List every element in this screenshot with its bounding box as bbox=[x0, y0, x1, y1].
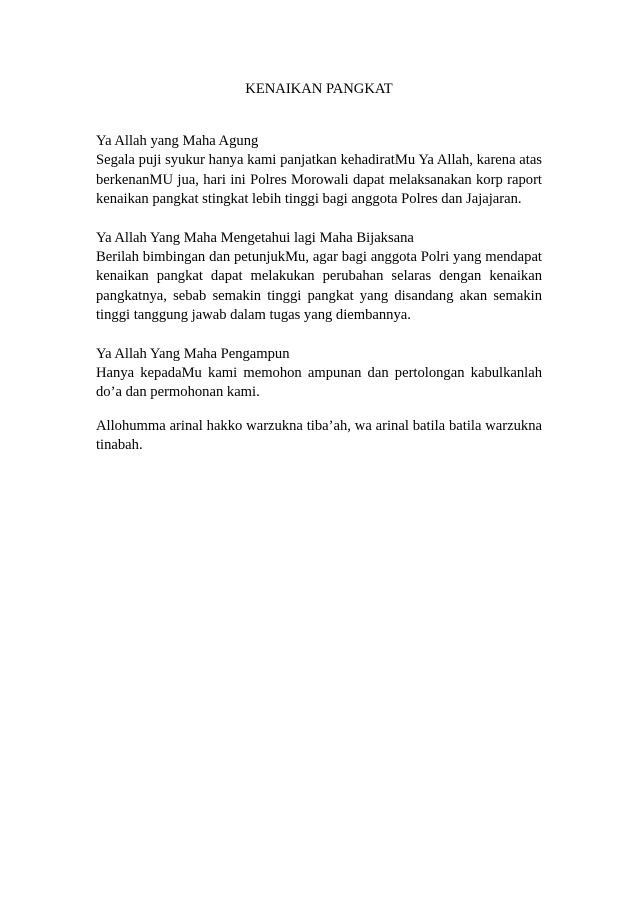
closing-paragraph: Allohumma arinal hakko warzukna tiba’ah, wa arinal batila batila warzukna tinabah. bbox=[96, 417, 542, 454]
prayer-section-3 bbox=[96, 345, 542, 403]
closing-section bbox=[96, 417, 542, 456]
prayer-section-2 bbox=[96, 229, 542, 326]
section-heading: Ya Allah Yang Maha Pengampun bbox=[96, 345, 290, 362]
section-paragraph: Hanya kepadaMu kami memohon ampunan dan pertolongan kabulkanlah do’a dan permohonan kami. bbox=[96, 365, 542, 401]
document-body bbox=[96, 132, 542, 456]
section-heading: Ya Allah yang Maha Agung bbox=[96, 133, 259, 149]
prayer-section-1 bbox=[96, 132, 542, 210]
section-paragraph: Berilah bimbingan dan petunjukMu, agar bagi anggota Polri yang mendapat kenaikan pangkat dapat melakukan perubahan selaras dengan kenaikan pangkatnya, sebab semakin tinggi pangkat yang disandang akan semakin tinggi tanggung jawab dalam tugas yang diembannya. bbox=[96, 249, 542, 324]
document-title bbox=[0, 80, 638, 99]
document-title-text: KENAIKAN PANGKAT bbox=[245, 81, 393, 97]
section-heading: Ya Allah Yang Maha Mengetahui lagi Maha Bijaksana bbox=[96, 229, 414, 246]
section-paragraph: Segala puji syukur hanya kami panjatkan kehadiratMu Ya Allah, karena atas berkenanMU jua, hari ini Polres Morowali dapat melaksanakan korp raport kenaikan pangkat stingkat lebih tinggi bagi anggota Polres dan Jajajaran. bbox=[96, 152, 542, 208]
